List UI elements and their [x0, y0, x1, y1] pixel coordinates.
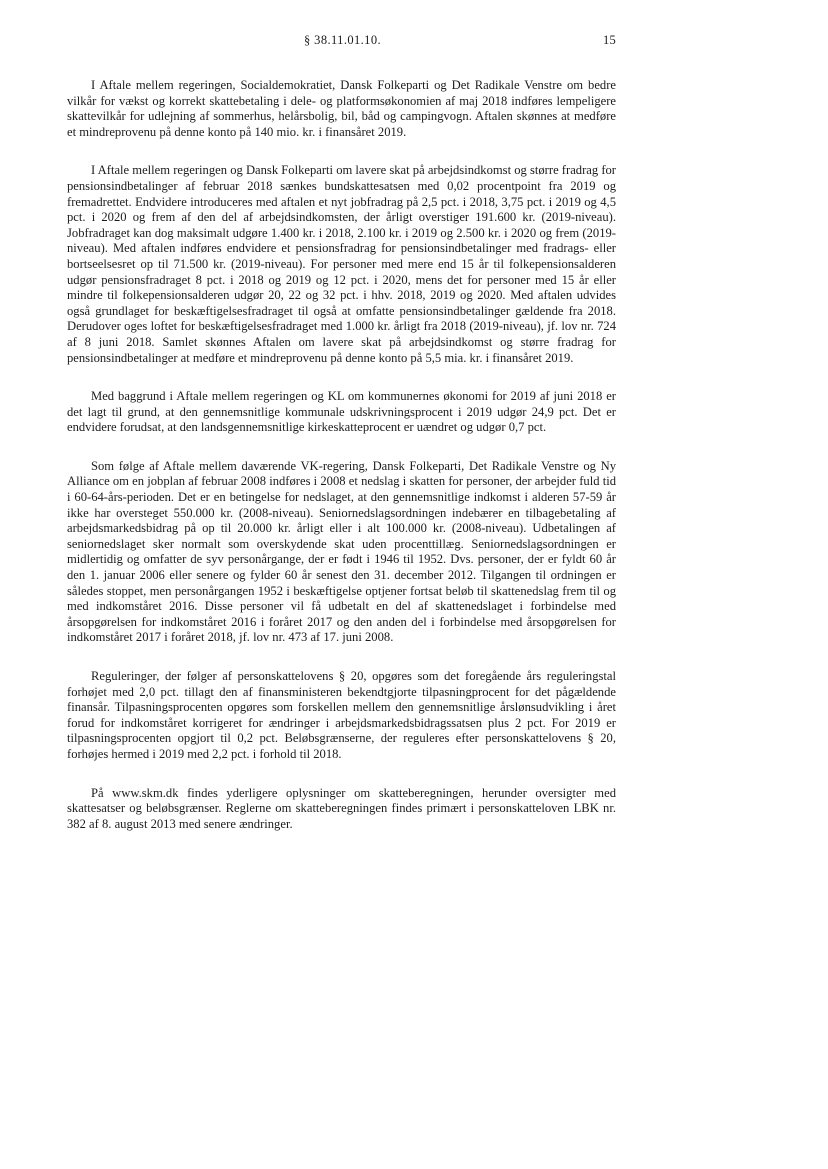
paragraph-further-info: På www.skm.dk findes yderligere oplysninger om skatteberegningen, herunder oversigter med skattesatser og beløbsgrænser. Reglerne om skatteberegningen findes primært i personskatteloven LBK nr. 382 af 8. august 2013 med senere ændringer. [67, 785, 616, 831]
paragraph-municipal-tax: Med baggrund i Aftale mellem regeringen og KL om kommunernes økonomi for 2019 af juni 2018 er det lagt til grund, at den gennemsnitlige kommunale udskrivningsprocent i 2019 udgør 24,9 pct. Det er endvidere forudsat, at den landsgennemsnitlige kirkeskatteprocent er uændret og udgør 0,7 pct. [67, 389, 616, 435]
document-body [67, 78, 616, 855]
paragraph-platform-economy: I Aftale mellem regeringen, Socialdemokratiet, Dansk Folkeparti og Det Radikale Venstre om bedre vilkår for vækst og korrekt skattebetaling i dele- og platformsøkonomien af maj 2018 indføres lempeligere skattevilkår for udlejning af sommerhus, helårsbolig, bil, båd og campingvogn. Aftalen skønnes at medføre et mindreprovenu på denne konto på 140 mio. kr. i finansåret 2019. [67, 78, 616, 139]
page-number: 15 [603, 33, 617, 47]
section-reference: § 38.11.01.10. [304, 33, 382, 47]
paragraph-senior-reduction: Som følge af Aftale mellem daværende VK-regering, Dansk Folkeparti, Det Radikale Venstre og Ny Alliance om en jobplan af februar 2008 indføres i 2008 et nedslag i skatten for personer, der arbejder fuld tid i 60-64-års-perioden. Det er en betingelse for nedslaget, at den gennemsnitlige indkomst i alderen 57-59 år ikke har oversteget 550.000 kr. (2008-niveau). Seniornedslagsordningen indebærer en tilbagebetaling af arbejdsmarkedsbidrag på op til 20.000 kr. årligt eller i alt 100.000 kr. (2008-niveau). Udbetalingen af seniornedslaget sker normalt som overskydende skat uden procenttillæg. Seniornedslagsordningen er midlertidig og omfatter de syv personårgange, der er født i 1946 til 1952. Dvs. personer, der er fyldt 60 år den 1. januar 2006 eller senere og fylder 60 år senest den 31. december 2012. Tilgangen til ordningen er således stoppet, men personårgangen 1952 i beskæftigelse optjener fortsat beløb til skattenedslag frem til og med indkomståret 2016. Disse personer vil få udbetalt en del af skattenedslaget i forbindelse med årsopgørelsen for indkomståret 2016 i foråret 2017 og den anden del i forbindelse med årsopgørelsen for indkomståret 2017 i foråret 2018, jf. lov nr. 473 af 17. juni 2008. [67, 458, 616, 645]
page-header [0, 33, 828, 51]
paragraph-regulation: Reguleringer, der følger af personskattelovens § 20, opgøres som det foregående års reguleringstal forhøjet med 2,0 pct. tillagt den af finansministeren bekendtgjorte tilpasningprocent for det pågældende finansår. Tilpasningsprocenten opgøres som forskellen mellem den gennemsnitlige årslønsudvikling i året forud for indkomståret korrigeret for ændringer i arbejdsmarkedsbidragssatsen plus 2 pct. For 2019 er tilpasningsprocenten opgjort til 0,2 pct. Beløbsgrænserne, der reguleres efter personskattelovens § 20, forhøjes hermed i 2019 med 2,2 pct. i forhold til 2018. [67, 669, 616, 761]
paragraph-labour-income-tax: I Aftale mellem regeringen og Dansk Folkeparti om lavere skat på arbejdsindkomst og større fradrag for pensionsindbetalinger af februar 2018 sænkes bundskattesatsen med 0,02 procentpoint fra 2019 og fremadrettet. Endvidere introduceres med aftalen et nyt jobfradrag på 2,5 pct. i 2018, 3,75 pct. i 2019 og 4,5 pct. i 2020 og frem af den del af arbejdsindkomsten, der årligt overstiger 191.600 kr. (2019-niveau). Jobfradraget kan dog maksimalt udgøre 1.400 kr. i 2018, 2.100 kr. i 2019 og 2.500 kr. i 2020 og frem (2019-niveau). Med aftalen indføres endvidere et pensionsfradrag for pensionsindbetalinger med fradrags- eller bortseelsesret op til 71.500 kr. (2019-niveau). For personer med mere end 15 år til folkepensionsalderen udgør pensionsfradraget 8 pct. i 2018 og 2019 og 12 pct. i 2020, mens det for personer med 15 år eller mindre til folkepensionsalderen udgør 20, 22 og 32 pct. i hhv. 2018, 2019 og 2020. Med aftalen udvides også grundlaget for beskæftigelsesfradraget til også at omfatte pensionsindbetalinger gældende fra 2018. Derudover oges loftet for beskæftigelsesfradraget med 1.000 kr. årligt fra 2018 (2019-niveau), jf. lov nr. 724 af 8 juni 2018. Samlet skønnes Aftalen om lavere skat på arbejdsindkomst og større fradrag for pensionsindbetalinger at medføre et mindreprovenu på denne konto på 5,5 mia. kr. i finansåret 2019. [67, 163, 616, 365]
